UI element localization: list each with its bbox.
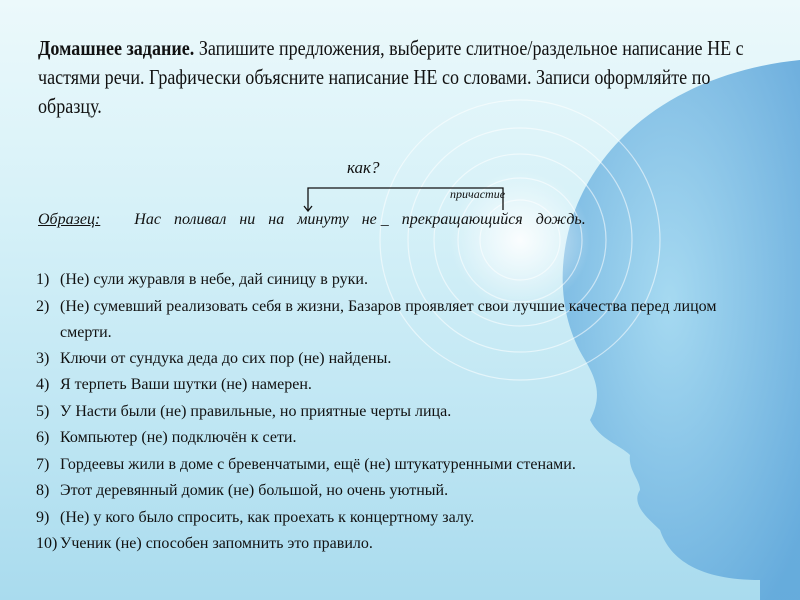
list-item: 5) У Насти были (не) правильные, но приятные черты лица.	[36, 402, 452, 420]
exercise-list	[36, 267, 756, 558]
sample-word: не _	[361, 211, 389, 228]
question-label: как?	[347, 158, 380, 177]
list-item: 3) Ключи от сундука деда до сих пор (не) найдены.	[36, 349, 392, 367]
task-paragraph	[38, 34, 760, 121]
sample-word: дождь.	[535, 211, 586, 228]
sample-word: минуту	[297, 211, 349, 228]
sample-word: на	[268, 211, 285, 228]
sample-label: Образец:	[38, 211, 101, 228]
list-item: 9) (Не) у кого было спросить, как проехать к концертному залу.	[36, 508, 475, 526]
sample-word: поливал	[173, 211, 227, 228]
sample-word: прекращающийся	[401, 211, 523, 228]
list-item: 1) (Не) сули журавля в небе, дай синицу в руки.	[36, 271, 368, 288]
list-item: 8) Этот деревянный домик (не) большой, но очень уютный.	[36, 482, 449, 499]
sample-sentence	[38, 211, 595, 229]
list-item: 6) Компьютер (не) подключён к сети.	[36, 429, 297, 446]
list-item: 10) Ученик (не) способен запомнить это правило.	[36, 535, 373, 552]
sample-word: ни	[239, 211, 256, 228]
part-of-speech-annotation: причастие	[450, 187, 506, 201]
list-item: 4) Я терпеть Ваши шутки (не) намерен.	[36, 376, 312, 393]
task-text: Запишите предложения, выберите слитное/раздельное написание НЕ с частями речи. Графически объясните написание НЕ со словами. Записи оформляйте по образцу.	[38, 36, 744, 118]
task-heading: Домашнее задание.	[38, 36, 195, 60]
list-item: 2) (Не) сумевший реализовать себя в жизни, Базаров проявляет свои лучшие качества перед лицом смерти.	[36, 297, 717, 341]
sample-word: Нас	[134, 211, 161, 228]
list-item: 7) Гордеевы жили в доме с бревенчатыми, ещё (не) штукатуренными стенами.	[36, 455, 576, 473]
